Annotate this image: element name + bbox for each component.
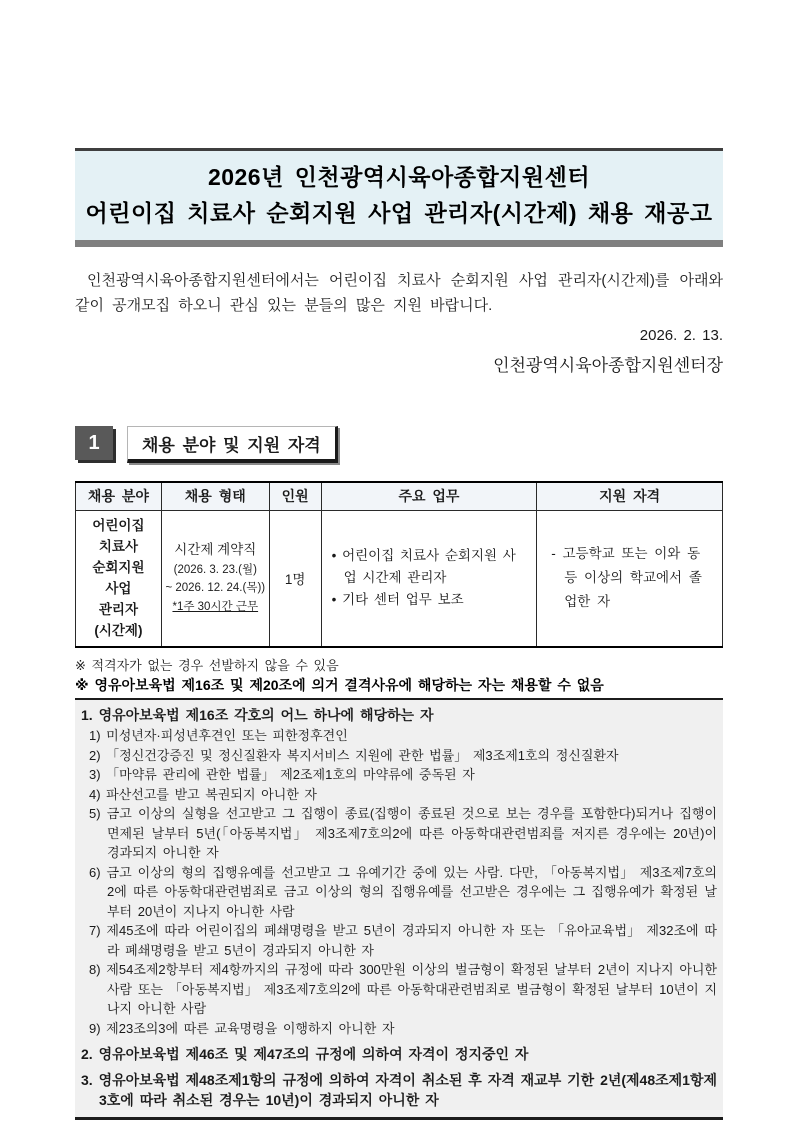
table-header-row (76, 482, 723, 510)
field-line: 어린이집 (92, 518, 145, 534)
qualification-cell (537, 510, 723, 647)
duties-cell (321, 510, 537, 647)
section-title-box: 채용 분야 및 지원 자격 (127, 426, 338, 463)
field-line: 치료사 (98, 539, 138, 555)
document-title-line-2: 어린이집 치료사 순회지원 사업 관리자(시간제) 채용 재공고 (85, 200, 713, 226)
title-banner (75, 148, 723, 247)
disqualification-sub-item: 5) 금고 이상의 실형을 선고받고 그 집행이 종료(집행이 종료된 것으로 보는 경우를 포함한다)되거나 집행이 면제된 날부터 5년(「아동복지법」 제3조제7호의2에 따른 아동학대관련범죄를 저지른 경우에는 20년)이 경과되지 아니한 자 (89, 806, 717, 860)
note-line-2: ※ 영유아보육법 제16조 및 제20조에 의거 결격사유에 해당하는 자는 채용할 수 없음 (75, 677, 604, 693)
column-header-field: 채용 분야 (76, 482, 162, 510)
note-line-1: ※ 적격자가 없는 경우 선발하지 않을 수 있음 (75, 658, 339, 673)
employment-period-end: ~ 2026. 12. 24.(목)) (165, 582, 266, 595)
document-page (75, 0, 723, 1120)
duty-item: • 어린이집 치료사 순회지원 사업 시간제 관리자 (331, 548, 516, 586)
field-cell (76, 510, 162, 647)
employment-period-start: (2026. 3. 23.(월) (173, 564, 257, 577)
disqualification-sub-item: 7) 제45조에 따라 어린이집의 폐쇄명령을 받고 5년이 경과되지 아니한 자 또는 「유아교육법」 제32조에 따라 폐쇄명령을 받고 5년이 경과되지 아니한 자 (89, 923, 717, 958)
headcount-cell: 1명 (269, 510, 321, 647)
field-line: 관리자 (98, 602, 138, 618)
duty-item: • 기타 센터 업무 보조 (331, 592, 464, 608)
disqualification-sub-item: 4) 파산선고를 받고 복권되지 아니한 자 (89, 786, 317, 802)
document-title-line-1: 2026년 인천광역시육아종합지원센터 (207, 164, 591, 190)
field-line: (시간제) (94, 623, 143, 639)
qualification-text: - 고등학교 또는 이와 동등 이상의 학교에서 졸업한 자 (551, 546, 702, 610)
disqualification-item-3: 3. 영유아보육법 제48조제1항의 규정에 의하여 자격이 취소된 후 자격 재교부 기한 2년(제48조제1항제3호에 따라 취소된 경우는 10년)이 경과되지 아니한 자 (81, 1072, 718, 1108)
recruitment-table (75, 481, 723, 648)
disqualification-box (75, 698, 723, 1120)
disqualification-sub-item: 2) 「정신건강증진 및 정신질환자 복지서비스 지원에 관한 법률」 제3조제1호의 정신질환자 (89, 747, 619, 763)
notes-block (75, 656, 723, 696)
section-heading (75, 426, 723, 468)
disqualification-sub-item: 3) 「마약류 관리에 관한 법률」 제2조제1호의 마약류에 중독된 자 (89, 767, 475, 782)
disqualification-sub-item: 8) 제54조제2항부터 제4항까지의 규정에 따라 300만원 이상의 벌금형이 확정된 날부터 2년이 지나지 아니한 사람 또는 「아동복지법」 제3조제7호의2에 따른 아동학대관련범죄로 벌금형이 확정된 날부터 10년이 지나지 아니한 사람 (89, 962, 717, 1016)
announcement-date: 2026. 2. 13. (639, 327, 723, 344)
work-hours-note: *1주 30시간 근무 (172, 601, 259, 614)
field-line: 순회지원 (92, 560, 145, 576)
disqualification-item-2: 2. 영유아보육법 제46조 및 제47조의 규정에 의하여 자격이 정지중인 자 (81, 1046, 529, 1062)
table-row (76, 510, 723, 647)
field-line: 사업 (105, 581, 132, 597)
disqualification-sub-item: 1) 미성년자·피성년후견인 또는 피한정후견인 (89, 728, 348, 743)
signature-line: 인천광역시육아종합지원센터장 (493, 356, 723, 375)
column-header-duties: 주요 업무 (321, 482, 537, 510)
section-number-badge: 1 (75, 426, 113, 460)
disqualification-sub-item: 6) 금고 이상의 형의 집행유예를 선고받고 그 유예기간 중에 있는 사람. 다만, 「아동복지법」 제3조제7호의2에 따른 아동학대관련범죄로 금고 이상의 형의 집행유예를 선고받은 경우에는 그 집행유예가 확정된 날부터 20년이 지나지 아니한 사람 (89, 864, 717, 919)
column-header-qualification: 지원 자격 (537, 482, 723, 510)
employment-type-cell (161, 510, 269, 647)
disqualification-sub-item: 9) 제23조의3에 따른 교육명령을 이행하지 아니한 자 (89, 1020, 395, 1036)
employment-type: 시간제 계약직 (174, 542, 257, 558)
column-header-type: 채용 형태 (161, 482, 269, 510)
disqualification-item-1-title: 1. 영유아보육법 제16조 각호의 어느 하나에 해당하는 자 (81, 707, 434, 723)
intro-paragraph: 인천광역시육아종합지원센터에서는 어린이집 치료사 순회지원 사업 관리자(시간제)를 아래와 같이 공개모집 하오니 관심 있는 분들의 많은 지원 바랍니다. (75, 272, 723, 314)
column-header-headcount: 인원 (269, 482, 321, 510)
